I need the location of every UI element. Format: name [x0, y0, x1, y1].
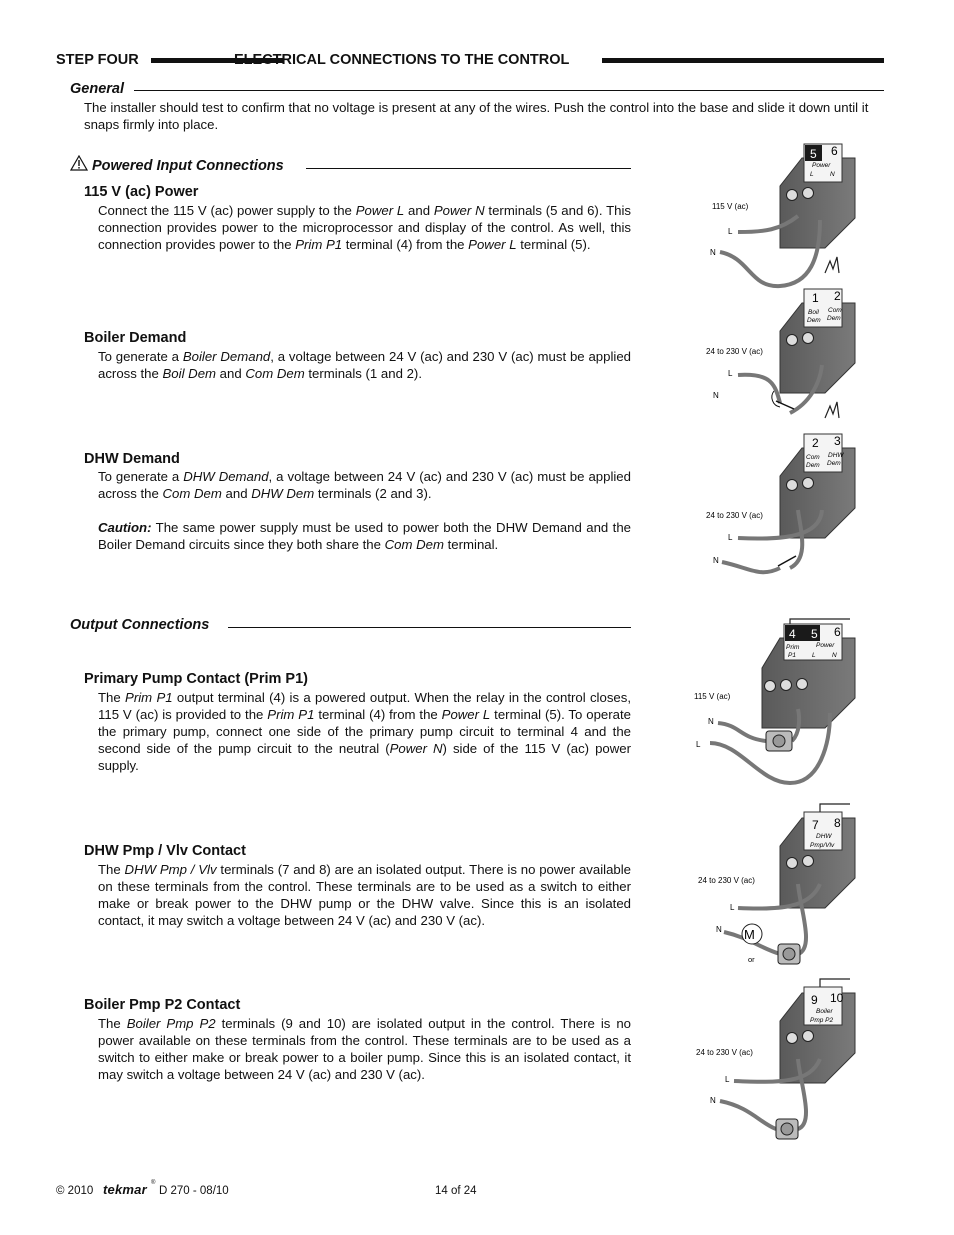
dhw-pmp-title: DHW Pmp / Vlv Contact: [84, 843, 246, 859]
boiler-pmp-text: The Boiler Pmp P2 terminals (9 and 10) are isolated output in the control. There is no power available on these terminals from the control. These terminals are to be used as a switch to either make or break power to a boiler pump. Since this is an isolated contact, it may switch a voltage between 24 V (ac) and 230 V (ac).: [98, 1016, 632, 1082]
terminal-label: Dem: [806, 462, 820, 469]
terminal-label: Dem: [827, 315, 841, 322]
page-header: [56, 52, 884, 72]
terminal-label: Prim: [786, 644, 800, 651]
terminal-number: 6: [834, 625, 841, 639]
terminal-number: 9: [811, 993, 818, 1007]
supply-label: 24 to 230 V (ac): [698, 876, 755, 885]
boiler-demand-text: To generate a Boiler Demand, a voltage between 24 V (ac) and 230 V (ac) must be applied across the Boil Dem and Com Dem terminals (1 and 2).: [98, 349, 631, 381]
diagram-prim-pump: [694, 619, 855, 783]
brand-logo: tekmar: [103, 1182, 147, 1197]
page-title: ELECTRICAL CONNECTIONS TO THE CONTROL: [234, 52, 570, 68]
powered-heading: Powered Input Connections: [92, 158, 284, 174]
terminal-number: 2: [812, 436, 819, 450]
wire-label: N: [710, 248, 716, 257]
diagram-power: [710, 144, 855, 286]
terminal-label: Dem: [807, 317, 821, 324]
output-heading: Output Connections: [70, 617, 210, 633]
header-rule: [602, 58, 884, 63]
terminal-number: 3: [834, 434, 841, 448]
page-number: 14 of 24: [435, 1185, 477, 1197]
copyright: © 2010: [56, 1185, 94, 1197]
supply-label: 24 to 230 V (ac): [706, 511, 763, 520]
general-text: The installer should test to confirm that no voltage is present at any of the wires. Push the control into the base and slide it down until it snaps firmly into place.: [84, 100, 869, 132]
terminal-label: L: [812, 652, 816, 659]
prim-pump-title: Primary Pump Contact (Prim P1): [84, 671, 308, 687]
terminal-label: Dem: [827, 460, 841, 467]
section-rule: [228, 627, 631, 628]
supply-label: 115 V (ac): [694, 692, 731, 701]
supply-label: 24 to 230 V (ac): [706, 347, 763, 356]
dhw-demand-text: To generate a DHW Demand, a voltage between 24 V (ac) and 230 V (ac) must be applied across the Com Dem and DHW Dem terminals (2 and 3).: [98, 469, 631, 501]
terminal-number: 8: [834, 816, 841, 830]
terminal-number: 2: [834, 289, 841, 303]
terminal-label: DHW: [828, 452, 844, 459]
boiler-pmp-title: Boiler Pmp P2 Contact: [84, 997, 241, 1013]
power-text: Connect the 115 V (ac) power supply to the Power L and Power N terminals (5 and 6). This connection provides power to the microprocessor and display of the control. As well, this connection provides power to the Prim P1 terminal (4) from the Power L terminal (5).: [98, 203, 631, 252]
step-label: STEP FOUR: [56, 52, 139, 68]
terminal-label: Boil: [808, 309, 819, 316]
terminal-number: 7: [812, 818, 819, 832]
prim-pump-text: The Prim P1 output terminal (4) is a powered output. When the relay in the control closes, 115 V (ac) is provided to the Prim P1 terminal (4) from the Power L terminal (5). To operate the primary pump, connect one side of the primary pump circuit to terminal 4 and the second side of the pump circuit to the neutral (Power N) side of the 115 V (ac) power supply.: [98, 690, 631, 773]
terminal-label: N: [832, 652, 837, 659]
wire-label: N: [708, 717, 714, 726]
general-heading: General: [70, 81, 124, 97]
terminal-label: Com: [828, 307, 842, 314]
wire-label: N: [710, 1096, 716, 1105]
trademark-mark: ®: [151, 1180, 156, 1186]
supply-label: 24 to 230 V (ac): [696, 1048, 753, 1057]
terminal-number: 4: [789, 627, 796, 641]
wire-label: L: [696, 740, 701, 749]
warning-icon: [70, 155, 88, 171]
or-label: or: [748, 955, 755, 964]
dhw-pmp-text: The DHW Pmp / Vlv terminals (7 and 8) are an isolated output. There is no power available on these terminals from the control. These terminals are to be used as a switch to either make or break power to the DHW pump or the DHW valve. Since this is an isolated contact, it may switch a voltage between 24 V (ac) and 230 V (ac).: [98, 862, 631, 928]
boiler-demand-title: Boiler Demand: [84, 330, 187, 346]
wire-label: N: [713, 556, 719, 565]
terminal-label: N: [830, 171, 835, 178]
terminal-label: DHW: [816, 833, 832, 840]
wire-label: N: [716, 925, 722, 934]
terminal-label: Com: [806, 454, 820, 461]
terminal-label: Pmp/Vlv: [810, 842, 835, 849]
terminal-label: P1: [788, 652, 796, 659]
terminal-number: 10: [830, 991, 844, 1005]
diagram-dhw-demand: [706, 402, 855, 572]
terminal-number: 6: [831, 144, 838, 158]
wiring-diagrams: [680, 138, 880, 1148]
terminal-label: Power: [812, 162, 831, 169]
section-rule: [306, 168, 631, 169]
terminal-label: Boiler: [816, 1008, 833, 1015]
dhw-demand-title: DHW Demand: [84, 451, 180, 467]
diagram-boiler-demand: [706, 257, 855, 413]
supply-label: 115 V (ac): [712, 202, 749, 211]
document-number: D 270 - 08/10: [159, 1185, 229, 1197]
power-title: 115 V (ac) Power: [84, 184, 199, 200]
terminal-number: 1: [812, 291, 819, 305]
motor-symbol: M: [744, 927, 755, 942]
wire-label: L: [730, 903, 735, 912]
terminal-number: 5: [810, 147, 817, 161]
terminal-number: 5: [811, 627, 818, 641]
caution-label: Caution:: [98, 520, 152, 535]
wire-label: L: [728, 369, 733, 378]
caution-body: The same power supply must be used to power both the DHW Demand and the Boiler Demand circuits since they both share the Com Dem terminal.: [98, 520, 631, 552]
caution-text: [98, 519, 631, 553]
diagram-dhw-pmp: [698, 804, 855, 964]
terminal-label: Pmp P2: [810, 1017, 834, 1024]
wire-label: L: [728, 227, 733, 236]
wire-label: L: [728, 533, 733, 542]
diagram-boiler-pmp: [696, 979, 855, 1139]
wire-label: L: [725, 1075, 730, 1084]
terminal-label: L: [810, 171, 814, 178]
terminal-label: Power: [816, 642, 835, 649]
wire-label: N: [713, 391, 719, 400]
section-rule: [134, 90, 884, 91]
